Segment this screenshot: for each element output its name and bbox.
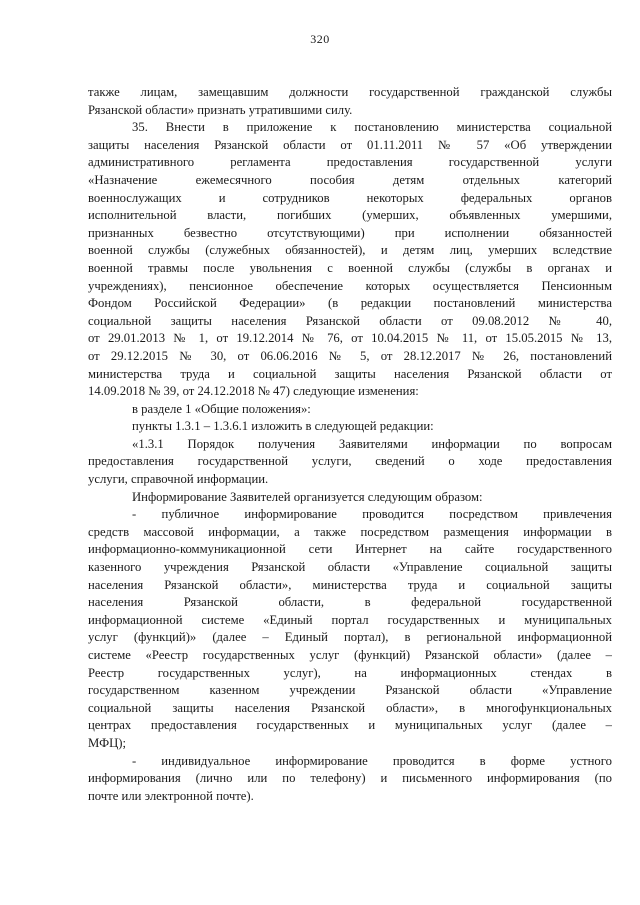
text-line: информационно-коммуникационной сети Интернет на сайте государственного	[88, 542, 612, 557]
paragraph-p4	[88, 436, 612, 489]
text-line: Информирование Заявителей организуется следующим образом:	[132, 489, 483, 504]
page-number: 320	[310, 32, 330, 46]
text-line: предоставления государственной услуги, сведений о ходе предоставления	[88, 454, 612, 469]
text-line: населения Рязанской области», министерства труда и социальной защиты	[88, 577, 612, 592]
paragraph-p2	[88, 401, 612, 419]
text-line: Реестр государственных услуг), на информационных стендах в	[88, 665, 612, 680]
text-line: системе «Реестр государственных услуг (функций) Рязанской области» (далее –	[88, 648, 612, 662]
text-line: социальной защиты населения Рязанской области от 09.08.2012 № 40,	[88, 313, 612, 328]
paragraph-p3	[88, 418, 612, 436]
text-line: населения Рязанской области, в федеральной государственной	[88, 595, 612, 610]
text-line: пункты 1.3.1 – 1.3.6.1 изложить в следующей редакции:	[132, 419, 434, 434]
text-line: министерства труда и социальной защиты населения Рязанской области от	[88, 366, 612, 381]
text-line: Рязанской области» признать утратившими силу.	[88, 102, 353, 117]
text-line: 35. Внести в приложение к постановлению министерства социальной	[132, 120, 612, 135]
text-line: военнослужащих и сотрудников некоторых федеральных органов	[88, 190, 612, 205]
text-line: признанных безвестно отсутствующими) при исполнении обязанностей	[88, 225, 612, 240]
text-line: Фондом Российской Федерации» (в редакции постановлений министерства	[88, 296, 612, 311]
text-line: - публичное информирование проводится посредством привлечения	[132, 507, 612, 522]
text-line: информационной системе «Единый портал государственных и муниципальных	[88, 612, 612, 627]
text-line: социальной защиты населения Рязанской области», в многофункциональных	[88, 700, 612, 715]
text-line: почте или электронной почте).	[88, 788, 254, 803]
text-line: казенного учреждения Рязанской области «Управление социальной защиты	[88, 560, 612, 575]
text-line: 14.09.2018 № 39, от 24.12.2018 № 47) следующие изменения:	[88, 384, 419, 399]
text-line: исполнительной власти, погибших (умерших, объявленных умершими,	[88, 208, 612, 223]
text-line: государственном казенном учреждении Рязанской области «Управление	[88, 683, 612, 698]
text-line: «Назначение ежемесячного пособия детям отдельных категорий	[88, 172, 612, 187]
text-line: в разделе 1 «Общие положения»:	[132, 401, 311, 416]
text-line: также лицам, замещавшим должности государственной гражданской службы	[88, 85, 612, 99]
text-line: от 29.12.2015 № 30, от 06.06.2016 № 5, от 28.12.2017 № 26, постановлений	[88, 348, 612, 363]
text-line: защиты населения Рязанской области от 01.11.2011 № 57 «Об утверждении	[88, 137, 612, 152]
paragraph-p7	[88, 753, 612, 806]
text-line: услуги, справочной информации.	[88, 472, 269, 487]
text-line: «1.3.1 Порядок получения Заявителями информации по вопросам	[132, 436, 612, 451]
paragraph-p1	[88, 119, 612, 401]
paragraph-p6	[88, 506, 612, 752]
text-line: от 29.01.2013 № 1, от 19.12.2014 № 76, от 10.04.2015 № 11, от 15.05.2015 № 13,	[88, 331, 612, 346]
text-line: военной травмы после увольнения с военной службы (службы в органах и	[88, 260, 612, 275]
text-line: административного регламента предоставления государственной услуги	[88, 155, 612, 170]
text-line: услуг (функций)» (далее – Единый портал), в региональной информационной	[88, 630, 612, 645]
text-line: информирования (лично или по телефону) и письменного информирования (по	[88, 771, 612, 786]
text-line: центрах предоставления государственных и муниципальных услуг (далее –	[88, 718, 612, 733]
paragraph-p5	[88, 489, 612, 507]
paragraph-p0	[88, 84, 612, 119]
text-line: - индивидуальное информирование проводится в форме устного	[132, 753, 612, 768]
text-line: военной службы (служебных обязанностей), и детям лиц, умерших вследствие	[88, 243, 612, 258]
text-line: учреждениях), пенсионное обеспечение которых осуществляется Пенсионным	[88, 278, 612, 293]
text-line: МФЦ);	[88, 735, 127, 750]
document-body	[88, 84, 612, 805]
text-line: средств массовой информации, а также посредством размещения информации в	[88, 524, 612, 539]
